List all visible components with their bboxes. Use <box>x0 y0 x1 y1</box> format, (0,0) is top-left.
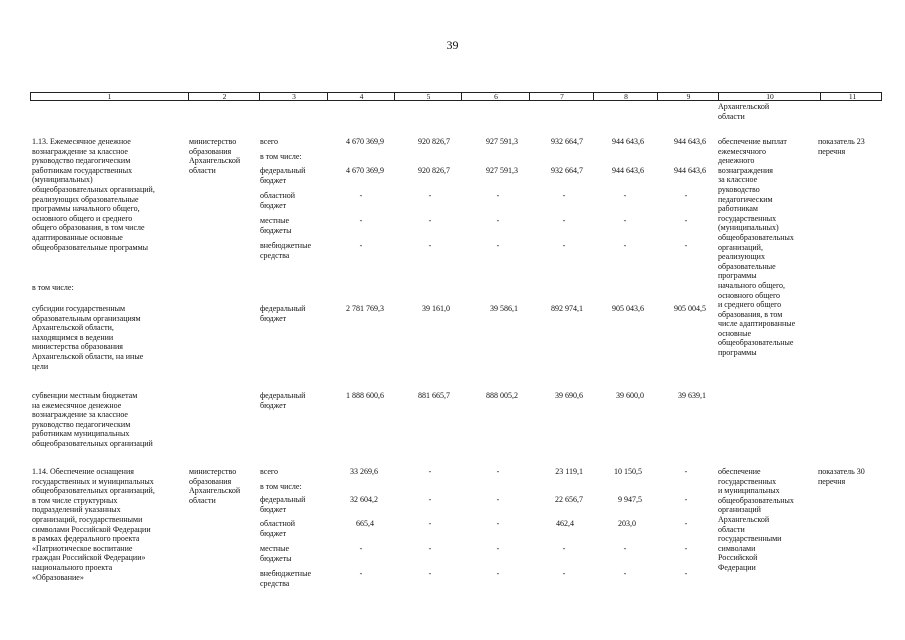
dash-cell: - <box>428 544 432 553</box>
dash-cell: - <box>428 216 432 225</box>
value-cell: 23 119,1 <box>555 467 583 476</box>
row-1-14-title: 1.14. Обеспечение оснащения государственных и муниципальных общеобразовательных организаций, в том числе структурных подразделений указанных организаций, государственными символами Российской Федерации в рамках федерального проекта «Патриотическое воспитание граждан Российской Федерации» национального проекта «Образование» <box>32 467 155 582</box>
value-cell: 920 826,7 <box>418 166 450 175</box>
in-total-label: в том числе: <box>32 283 74 292</box>
value-cell: 203,0 <box>618 519 636 528</box>
source-regional: областной бюджет <box>260 519 296 538</box>
row-1-14-executor: министерство образования Архангельской области <box>189 467 241 505</box>
subvention-title: субвенции местным бюджетам на ежемесячное денежное вознаграждение за классное руководство педагогическим работникам муниципальных общеобразовательных организаций <box>32 391 153 448</box>
value-cell: 33 269,6 <box>350 467 378 476</box>
value-cell: 944 643,6 <box>612 137 644 146</box>
dash-cell: - <box>623 569 627 578</box>
page-number: 39 <box>446 38 459 52</box>
value-cell: 9 947,5 <box>618 495 642 504</box>
dash-cell: - <box>496 519 500 528</box>
continuation-line: области <box>718 112 745 121</box>
dash-cell: - <box>623 216 627 225</box>
value-cell: 39 600,0 <box>616 391 644 400</box>
dash-cell: - <box>428 569 432 578</box>
dash-cell: - <box>562 544 566 553</box>
col-header-5: 5 <box>394 93 462 100</box>
dash-cell: - <box>496 495 500 504</box>
source-local: местные бюджеты <box>260 544 292 563</box>
subsidy-title: субсидии государственным образовательным организациям Архангельской области, находящимся в ведении министерства образования Архангельской области, на иные цели <box>32 304 144 371</box>
value-cell: 944 643,6 <box>674 137 706 146</box>
dash-cell: - <box>623 241 627 250</box>
dash-cell: - <box>684 569 688 578</box>
value-cell: 881 665,7 <box>418 391 450 400</box>
dash-cell: - <box>684 495 688 504</box>
col-header-2: 2 <box>188 93 260 100</box>
dash-cell: - <box>562 216 566 225</box>
value-cell: 905 043,6 <box>612 304 644 313</box>
source-incl: в том числе: <box>260 152 302 161</box>
dash-cell: - <box>428 495 432 504</box>
row-1-13-indicator: показатель 23 перечня <box>818 137 865 156</box>
source-regional: областной бюджет <box>260 191 296 210</box>
source-extra: внебюджетные средства <box>260 569 311 588</box>
row-1-13-title: 1.13. Ежемесячное денежное вознаграждение за классное руководство педагогическим работникам государственных (муниципальных) общеобразовательных организаций, реализующих образовательные программы начального общего, основного общего и среднего общего образования, в том числе адаптированные основные общеобразовательные программы <box>32 137 155 252</box>
continuation-line: Архангельской <box>718 102 770 111</box>
value-cell: 892 974,1 <box>551 304 583 313</box>
dash-cell: - <box>359 216 363 225</box>
dash-cell: - <box>496 241 500 250</box>
dash-cell: - <box>359 241 363 250</box>
value-cell: 927 591,3 <box>486 166 518 175</box>
value-cell: 10 150,5 <box>614 467 642 476</box>
dash-cell: - <box>496 191 500 200</box>
row-1-13-result: обеспечение выплат ежемесячного денежного вознаграждения за классное руководство педагогическим работникам государственных (муниципальных) общеобразовательных организаций, реализующих образовательные программы начального общего, основного общего и среднего общего образования, в том числе адаптированные основные общеобразовательные программы <box>718 137 796 358</box>
source-total: всего <box>260 467 279 476</box>
dash-cell: - <box>623 191 627 200</box>
dash-cell: - <box>428 241 432 250</box>
dash-cell: - <box>359 544 363 553</box>
dash-cell: - <box>684 467 688 476</box>
value-cell: 944 643,6 <box>674 166 706 175</box>
value-cell: 39 690,6 <box>555 391 583 400</box>
source-extra: внебюджетные средства <box>260 241 311 260</box>
value-cell: 932 664,7 <box>551 137 583 146</box>
source-federal: федеральный бюджет <box>260 495 306 514</box>
source-total: всего <box>260 137 279 146</box>
dash-cell: - <box>428 467 432 476</box>
dash-cell: - <box>684 544 688 553</box>
dash-cell: - <box>684 519 688 528</box>
col-header-6: 6 <box>461 93 530 100</box>
dash-cell: - <box>623 544 627 553</box>
row-1-14-indicator: показатель 30 перечня <box>818 467 865 486</box>
value-cell: 932 664,7 <box>551 166 583 175</box>
value-cell: 905 004,5 <box>674 304 706 313</box>
value-cell: 888 005,2 <box>486 391 518 400</box>
dash-cell: - <box>684 241 688 250</box>
dash-cell: - <box>428 519 432 528</box>
value-cell: 927 591,3 <box>486 137 518 146</box>
value-cell: 22 656,7 <box>555 495 583 504</box>
value-cell: 2 781 769,3 <box>346 304 384 313</box>
dash-cell: - <box>562 191 566 200</box>
col-header-4: 4 <box>327 93 395 100</box>
dash-cell: - <box>496 569 500 578</box>
col-header-11: 11 <box>820 93 884 100</box>
col-header-1: 1 <box>107 92 112 101</box>
dash-cell: - <box>496 216 500 225</box>
row-1-14-result: обеспечение государственных и муниципальных общеобразовательных организаций Архангельской области государственными символами Российской Федерации <box>718 467 794 572</box>
source-incl: в том числе: <box>260 482 302 491</box>
subsidy-source: федеральный бюджет <box>260 304 306 323</box>
value-cell: 665,4 <box>356 519 374 528</box>
source-federal: федеральный бюджет <box>260 166 306 185</box>
dash-cell: - <box>496 467 500 476</box>
value-cell: 944 643,6 <box>612 166 644 175</box>
col-header-7: 7 <box>529 93 594 100</box>
col-header-8: 8 <box>593 93 658 100</box>
row-1-13-executor: министерство образования Архангельской области <box>189 137 241 175</box>
column-header-row <box>30 92 882 101</box>
dash-cell: - <box>359 569 363 578</box>
dash-cell: - <box>562 241 566 250</box>
source-local: местные бюджеты <box>260 216 292 235</box>
value-cell: 32 604,2 <box>350 495 378 504</box>
dash-cell: - <box>562 569 566 578</box>
dash-cell: - <box>684 216 688 225</box>
dash-cell: - <box>684 191 688 200</box>
dash-cell: - <box>496 544 500 553</box>
col-header-10: 10 <box>718 93 821 100</box>
value-cell: 39 161,0 <box>422 304 450 313</box>
col-header-9: 9 <box>657 93 719 100</box>
value-cell: 4 670 369,9 <box>346 137 384 146</box>
value-cell: 39 639,1 <box>678 391 706 400</box>
subvention-source: федеральный бюджет <box>260 391 306 410</box>
col-header-3: 3 <box>259 93 328 100</box>
value-cell: 39 586,1 <box>490 304 518 313</box>
dash-cell: - <box>359 191 363 200</box>
value-cell: 1 888 600,6 <box>346 391 384 400</box>
dash-cell: - <box>428 191 432 200</box>
value-cell: 462,4 <box>556 519 574 528</box>
value-cell: 920 826,7 <box>418 137 450 146</box>
value-cell: 4 670 369,9 <box>346 166 384 175</box>
